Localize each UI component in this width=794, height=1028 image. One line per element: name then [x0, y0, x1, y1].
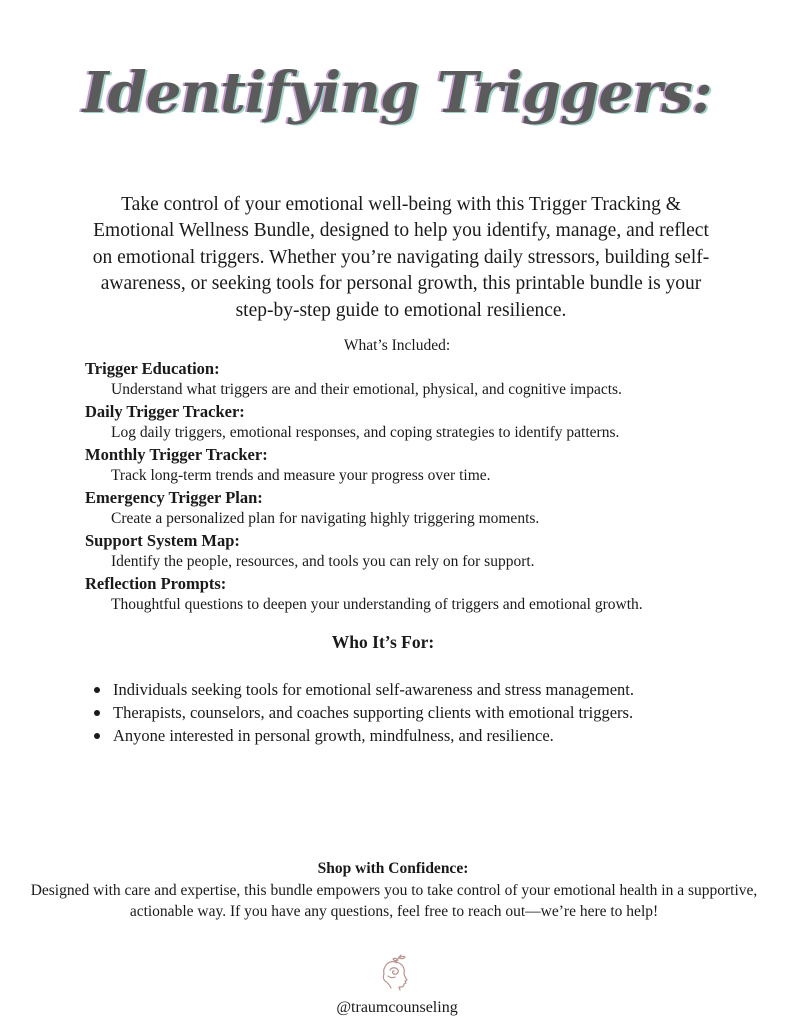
- shop-confidence-heading: Shop with Confidence:: [317, 860, 469, 877]
- feature-title: Trigger Education:: [85, 359, 220, 378]
- audience-text: Individuals seeking tools for emotional self-awareness and stress management.: [113, 680, 634, 699]
- feature-title: Emergency Trigger Plan:: [85, 488, 263, 507]
- audience-text: Anyone interested in personal growth, mindfulness, and resilience.: [113, 726, 554, 745]
- bullet-icon: [94, 710, 100, 716]
- feature-list: [85, 358, 785, 616]
- feature-title: Reflection Prompts:: [85, 574, 227, 593]
- shop-confidence-text: Designed with care and expertise, this bundle empowers you to take control of your emotional health in a supportive, actionable way. If you have any questions, feel free to reach out—we’re here to help!: [30, 882, 758, 920]
- feature-description: Thoughtful questions to deepen your understanding of triggers and emotional growth.: [111, 596, 643, 613]
- feature-item: [85, 358, 785, 401]
- audience-item: [113, 724, 753, 747]
- feature-title: Daily Trigger Tracker:: [85, 402, 245, 421]
- audience-item: [113, 701, 753, 724]
- audience-text: Therapists, counselors, and coaches supporting clients with emotional triggers.: [113, 703, 634, 722]
- feature-description: Log daily triggers, emotional responses, and coping strategies to identify patterns.: [111, 424, 620, 441]
- feature-item: [85, 573, 785, 616]
- feature-title: Monthly Trigger Tracker:: [85, 445, 268, 464]
- feature-description: Create a personalized plan for navigating highly triggering moments.: [111, 510, 540, 527]
- audience-list: [113, 678, 753, 747]
- feature-description: Track long-term trends and measure your progress over time.: [111, 467, 491, 484]
- who-its-for-heading: Who It’s For:: [331, 632, 435, 652]
- audience-item: [113, 678, 753, 701]
- feature-description: Identify the people, resources, and tools you can rely on for support.: [111, 553, 535, 570]
- bullet-icon: [94, 733, 100, 739]
- intro-paragraph: Take control of your emotional well-being with this Trigger Tracking & Emotional Wellness Bundle, designed to help you identify, manage, and reflect on emotional triggers. Whether you’re navigating daily stressors, building self-awareness, or seeking tools for personal growth, this printable bundle is your step-by-step guide to emotional resilience.: [92, 194, 710, 321]
- head-sprout-logo-icon: [379, 952, 413, 992]
- bullet-icon: [94, 687, 100, 693]
- feature-item: [85, 401, 785, 444]
- feature-item: [85, 530, 785, 573]
- page-title: Identifying Triggers:: [82, 60, 712, 126]
- feature-title: Support System Map:: [85, 531, 240, 550]
- whats-included-heading: What’s Included:: [343, 337, 451, 354]
- social-handle: @traumcounseling: [336, 999, 458, 1016]
- feature-item: [85, 444, 785, 487]
- feature-item: [85, 487, 785, 530]
- feature-description: Understand what triggers are and their emotional, physical, and cognitive impacts.: [111, 381, 622, 398]
